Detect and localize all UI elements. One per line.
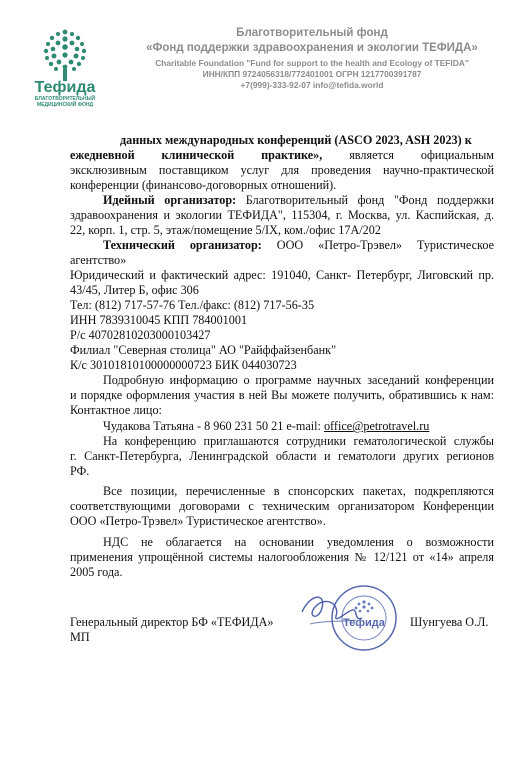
corr-account-line: К/с 30101810100000000723 БИК 044030723 — [70, 358, 297, 372]
logo-wordmark: Тефида — [34, 79, 96, 96]
bank-branch-line: Филиал "Северная столица" АО "Райффайзенбанк" — [70, 343, 337, 357]
vat-line1: НДС не облагается на основании уведомления о возможности — [103, 535, 494, 549]
contact-person-line — [103, 419, 429, 434]
stamp-and-signature — [296, 582, 408, 662]
signatory-name: Шунгуева О.Л. — [410, 615, 489, 629]
mp-label: МП — [70, 630, 90, 644]
logo-subtext-2: МЕДИЦИНСКИЙ ФОНД — [36, 102, 94, 108]
org-name-line1: Благотворительный фонд — [236, 27, 388, 39]
sponsor-line3: ООО «Петро-Трэвел» Туристическое агентство». — [70, 514, 326, 528]
stamp-text: Тефида — [343, 617, 385, 629]
contact-person: Чудакова Татьяна - 8 960 231 50 21 e-mail: — [103, 419, 321, 433]
tech-line1-rest: ООО «Петро-Трэвел» Туристическое — [276, 238, 494, 252]
p1-line3: эксклюзивным поставщиком услуг для проведения научно-практической — [70, 163, 494, 177]
org-requisites: ИНН/КПП 9724056318/772401001 ОГРН 1217700391787 — [202, 69, 422, 79]
p1-line2-bold: ежедневной клинической практике», — [70, 148, 323, 162]
tech-label: Технический организатор: — [103, 238, 262, 252]
org-line3: 22, корп. 1, стр. 5, этаж/помещение 5/IX, ком./офис 17А/202 — [70, 223, 381, 237]
logo-subtext-1: БЛАГОТВОРИТЕЛЬНЫЙ — [34, 96, 96, 102]
tefida-logo — [22, 26, 108, 110]
p1-line1: данных международных конференций (ASCO 2023, ASH 2023) к — [120, 133, 472, 147]
vat-line2: применения упрощённой системы налогообложения № 12/121 от «14» апреля — [70, 550, 494, 564]
address-line1: Юридический и фактический адрес: 191040, Санкт- Петербург, Лиговский пр. — [70, 268, 494, 282]
address-line2: 43/45, Литер Б, офис 306 — [70, 283, 199, 297]
invite-line2: г. Санкт-Петербурга, Ленинградской области и гематологи других регионов — [70, 449, 494, 463]
sponsor-line2: соответствующими договорами с техническим организатором Конференции — [70, 499, 494, 513]
org-label: Идейный организатор: — [103, 193, 237, 207]
account-line: Р/с 40702810203000103427 — [70, 328, 211, 342]
inn-line: ИНН 7839310045 КПП 784001001 — [70, 313, 248, 327]
invite-line3: РФ. — [70, 464, 90, 478]
info-line2: и порядке оформления участия в ней Вы можете получить, обратившись к нам: — [70, 388, 494, 402]
info-line3: Контактное лицо: — [70, 403, 162, 417]
invite-line1: На конференцию приглашаются сотрудники гематологической службы — [103, 434, 494, 448]
tech-line1 — [103, 238, 494, 253]
org-line1-rest: Благотворительный фонд "Фонд поддержки — [245, 193, 494, 207]
p1-line4: конференции (финансово-договорных отношений). — [70, 178, 337, 192]
p1-line2-rest: является официальным — [349, 148, 494, 162]
info-line1: Подробную информацию о программе научных заседаний конференции — [103, 373, 494, 387]
phone-line: Тел: (812) 717-57-76 Тел./факс: (812) 717-56-35 — [70, 298, 315, 312]
org-line2: здравоохранения и экологии ТЕФИДА", 115304, г. Москва, ул. Каспийская, д. — [70, 208, 494, 222]
org-contacts: +7(999)-333-92-07 info@tefida.world — [240, 80, 384, 90]
org-name-en: Charitable Foundation "Fund for support to the health and Ecology of TEFIDA" — [155, 58, 469, 68]
contact-email-link[interactable]: office@petrotravel.ru — [323, 419, 430, 433]
p1-line2 — [70, 148, 494, 163]
org-name-line2: «Фонд поддержки здравоохранения и экологии ТЕФИДА» — [146, 42, 478, 54]
signatory-position: Генеральный директор БФ «ТЕФИДА» — [70, 615, 274, 629]
org-line1 — [103, 193, 494, 208]
vat-line3: 2005 года. — [70, 565, 123, 579]
tech-line2: агентство» — [70, 253, 127, 267]
sponsor-line1: Все позиции, перечисленные в спонсорских пакетах, подкрепляются — [103, 484, 494, 498]
